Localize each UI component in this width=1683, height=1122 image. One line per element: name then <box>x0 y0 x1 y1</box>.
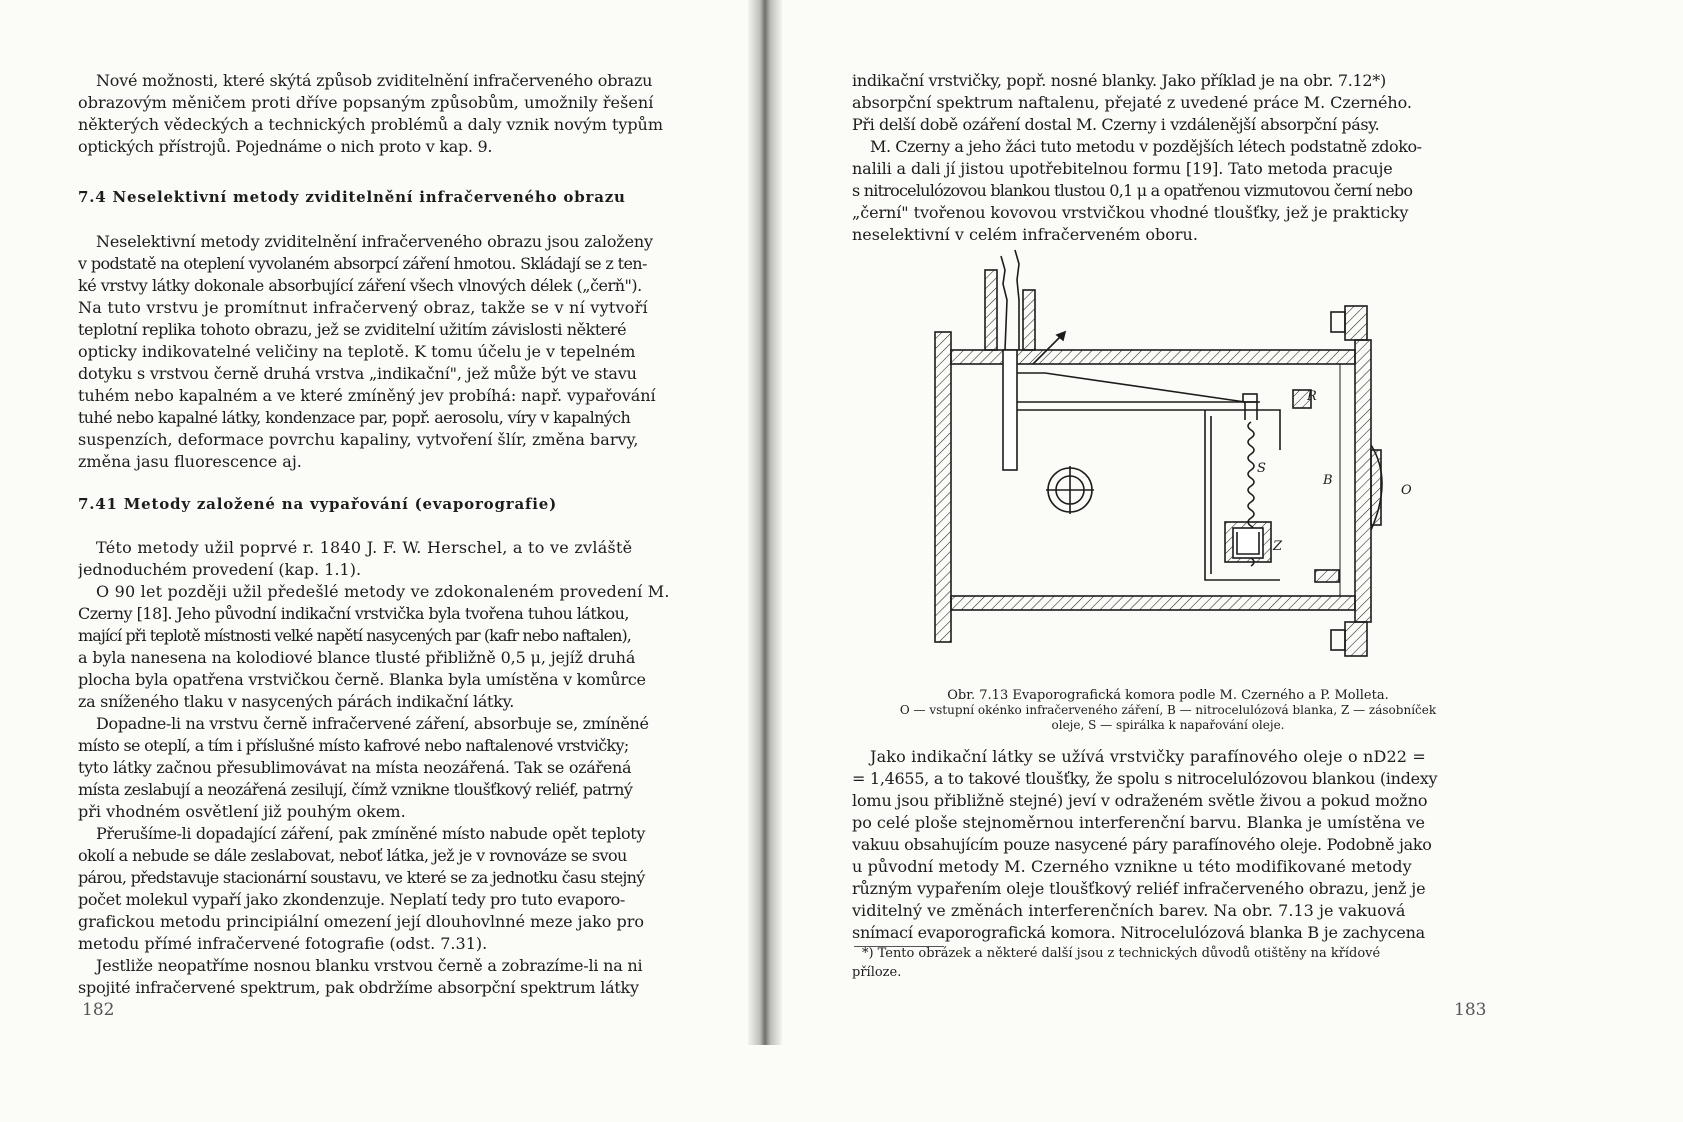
rod <box>1003 350 1017 470</box>
text-line: optických přístrojů. Pojednáme o nich proto v kap. 9. <box>78 137 493 156</box>
text-line: místo se oteplí, a tím i příslušné místo kafrové nebo naftalenové vrstvičky; <box>78 736 629 755</box>
chamber-bottom-wall <box>951 596 1355 610</box>
caption-line: oleje, S — spirálka k napařování oleje. <box>1051 718 1285 732</box>
intro-paragraph <box>78 70 706 158</box>
text-line: indikační vrstvičky, popř. nosné blanky. Jako příklad je na obr. 7.12*) <box>852 71 1386 90</box>
text-line: počet molekul vypaří jako zkondenzuje. Neplatí tedy pro tuto evaporo- <box>78 890 625 909</box>
section-heading-7-4: 7.4 Neselektivní metody zviditelnění infračerveného obrazu <box>78 188 626 206</box>
text-line: párou, představuje stacionární soustavu, ve které se za jednotku času stejný <box>78 868 645 887</box>
section-7-41-paragraph <box>78 537 706 999</box>
top-flange <box>1345 306 1367 340</box>
continued-paragraph <box>852 70 1481 246</box>
left-page <box>0 0 748 1045</box>
text-line: Na tuto vrstvu je promítnut infračervený obraz, takže se v ní vytvoří <box>78 298 648 317</box>
text-line: tuhém nebo kapalném a ve které zmíněný jev probíhá: např. vypařování <box>78 386 656 405</box>
figure-caption <box>834 688 1502 733</box>
text-line: různým vypařením oleje tloušťkový reliéf infračerveného obrazu, jenž je <box>852 879 1426 898</box>
text-line: viditelný ve změnách interferenčních barev. Na obr. 7.13 je vakuová <box>852 901 1406 920</box>
text-line: teplotní replika tohoto obrazu, jež se zviditelní užitím závislosti některé <box>78 320 627 339</box>
text-line: vakuu obsahujícím pouze nasycené páry parafínového oleje. Podobně jako <box>852 835 1432 854</box>
text-line: při vhodném osvětlení již pouhým okem. <box>78 802 406 821</box>
footnote-line: příloze. <box>852 965 902 980</box>
text-line: neselektivní v celém infračerveném oboru. <box>852 225 1198 244</box>
text-line: dotyku s vrstvou černě druhá vrstva „indikační", jež může být ve stavu <box>78 364 637 383</box>
text-line: spojité infračervené spektrum, pak obdržíme absorpční spektrum látky <box>78 978 639 997</box>
text-line: Jako indikační látky se užívá vrstvičky parafínového oleje o nD22 = <box>870 747 1426 766</box>
text-line: a byla nanesena na kolodiové blance tlusté přibližně 0,5 μ, jejíž druhá <box>78 648 636 667</box>
text-line: Dopadne-li na vrstvu černě infračervené záření, absorbuje se, zmíněné <box>96 714 649 733</box>
text-line: místa zeslabují a neozářená zesilují, čímž vznikne tloušťkový reliéf, patrný <box>78 780 633 799</box>
text-line: „černí" tvořenou kovovou vrstvičkou vhodné tloušťky, jež je prakticky <box>852 203 1409 222</box>
text-line: změna jasu fluorescence aj. <box>78 452 302 471</box>
text-line: M. Czerny a jeho žáci tuto metodu v pozdějších létech podstatně zdoko- <box>870 137 1422 156</box>
text-line: mající při teplotě místnosti velké napětí nasycených par (kafr nebo naftalen), <box>78 626 631 645</box>
right-page <box>782 0 1568 1045</box>
bottom-flange <box>1345 622 1367 656</box>
text-line: tuhé nebo kapalné látky, kondenzace par, popř. aerosolu, víry v kapalných <box>78 408 631 427</box>
label-s: S <box>1257 461 1266 476</box>
text-line: = 1,4655, a to takové tloušťky, že spolu s nitrocelulózovou blankou (indexy <box>852 769 1438 788</box>
footnote-line: *) Tento obrázek a některé další jsou z technických důvodů otištěny na křídové <box>862 946 1381 961</box>
tube-right <box>1023 290 1035 350</box>
text-line: Při delší době ozáření dostal M. Czerny i vzdálenější absorpční pásy. <box>852 115 1380 134</box>
text-line: metodu přímé infračervené fotografie (odst. 7.31). <box>78 934 488 953</box>
chamber-left-wall <box>935 332 951 642</box>
text-line: u původní metody M. Czerného vznikne u této modifikované metody <box>852 857 1412 876</box>
text-line: jednoduchém provedení (kap. 1.1). <box>78 560 362 579</box>
tube-left <box>985 270 997 350</box>
text-line: některých vědeckých a technických problémů a daly vznik novým typům <box>78 115 663 134</box>
text-line: nalili a dali jí jistou upotřebitelnou formu [19]. Tato metoda pracuje <box>852 159 1393 178</box>
evaporograph-chamber-figure <box>915 240 1420 680</box>
text-line: po celé ploše stejnoměrnou interferenční barvu. Blanka je umístěna ve <box>852 813 1425 832</box>
page-number: 182 <box>82 1000 115 1020</box>
label-o: O <box>1401 483 1412 498</box>
book-gutter <box>748 0 782 1045</box>
text-line: grafickou metodu principiální omezení její dlouhovlnné meze jako pro <box>78 912 644 931</box>
label-z: Z <box>1273 539 1283 554</box>
text-line: O 90 let později užil předešlé metody ve zdokonaleném provedení M. <box>96 582 670 601</box>
text-line: suspenzích, deformace povrchu kapaliny, vytvoření šlír, změna barvy, <box>78 430 639 449</box>
label-b: B <box>1323 473 1333 488</box>
text-line: ké vrstvy látky dokonale absorbující záření všech vlnových délek („čerň"). <box>78 276 642 295</box>
footnote <box>852 944 1492 982</box>
text-line: Neselektivní metody zviditelnění infračerveného obrazu jsou založeny <box>96 232 653 251</box>
section-heading-7-41: 7.41 Metody založené na vypařování (evaporografie) <box>78 495 557 513</box>
text-line: v podstatě na oteplení vyvolaném absorpcí záření hmotou. Skládají se z ten- <box>78 254 647 273</box>
text-line: lomu jsou přibližně stejné) jeví v odraženém světle živou a pokud možno <box>852 791 1428 810</box>
page-number: 183 <box>1454 1000 1487 1020</box>
text-line: za sníženého tlaku v nasycených párách indikační látky. <box>78 692 514 711</box>
text-line: absorpční spektrum naftalenu, přejaté z uvedené práce M. Czerného. <box>852 93 1412 112</box>
text-line: okolí a nebude se dále zeslabovat, neboť látka, jež je v rovnováze se svou <box>78 846 627 865</box>
caption-title: Obr. 7.13 Evaporografická komora podle M. Czerného a P. Molleta. <box>947 688 1389 703</box>
text-line: snímací evaporografická komora. Nitrocelulózová blanka B je zachycena <box>852 923 1425 942</box>
chamber-right-wall <box>1355 340 1371 622</box>
label-r: R <box>1307 389 1317 404</box>
text-line: Přerušíme-li dopadající záření, pak zmíněné místo nabude opět teploty <box>96 824 646 843</box>
text-line: opticky indikovatelné veličiny na teplotě. K tomu účelu je v tepelném <box>78 342 636 361</box>
chamber-drawing <box>915 240 1420 680</box>
text-line: Této metody užil poprvé r. 1840 J. F. W. Herschel, a to ve zvláště <box>96 538 633 557</box>
indicator-paragraph <box>852 746 1481 944</box>
lever <box>1045 373 1245 402</box>
text-line: obrazovým měničem proti dříve popsaným způsobům, umožnily řešení <box>78 93 654 112</box>
section-7-4-paragraph <box>78 231 706 473</box>
caption-line: O — vstupní okénko infračerveného záření, B — nitrocelulózová blanka, Z — zásobníček <box>899 703 1437 717</box>
text-line: tyto látky začnou přesublimovávat na místa neozářená. Tak se ozářená <box>78 758 632 777</box>
text-line: Jestliže neopatříme nosnou blanku vrstvou černě a zobrazíme-li na ni <box>96 956 643 975</box>
text-line: s nitrocelulózovou blankou tlustou 0,1 μ a opatřenou vizmutovou černí nebo <box>852 181 1413 200</box>
text-line: Czerny [18]. Jeho původní indikační vrstvička byla tvořena tuhou látkou, <box>78 604 629 623</box>
text-line: Nové možnosti, které skýtá způsob zviditelnění infračerveného obrazu <box>96 71 653 90</box>
text-line: plocha byla opatřena vrstvičkou černě. Blanka byla umístěna v komůrce <box>78 670 646 689</box>
